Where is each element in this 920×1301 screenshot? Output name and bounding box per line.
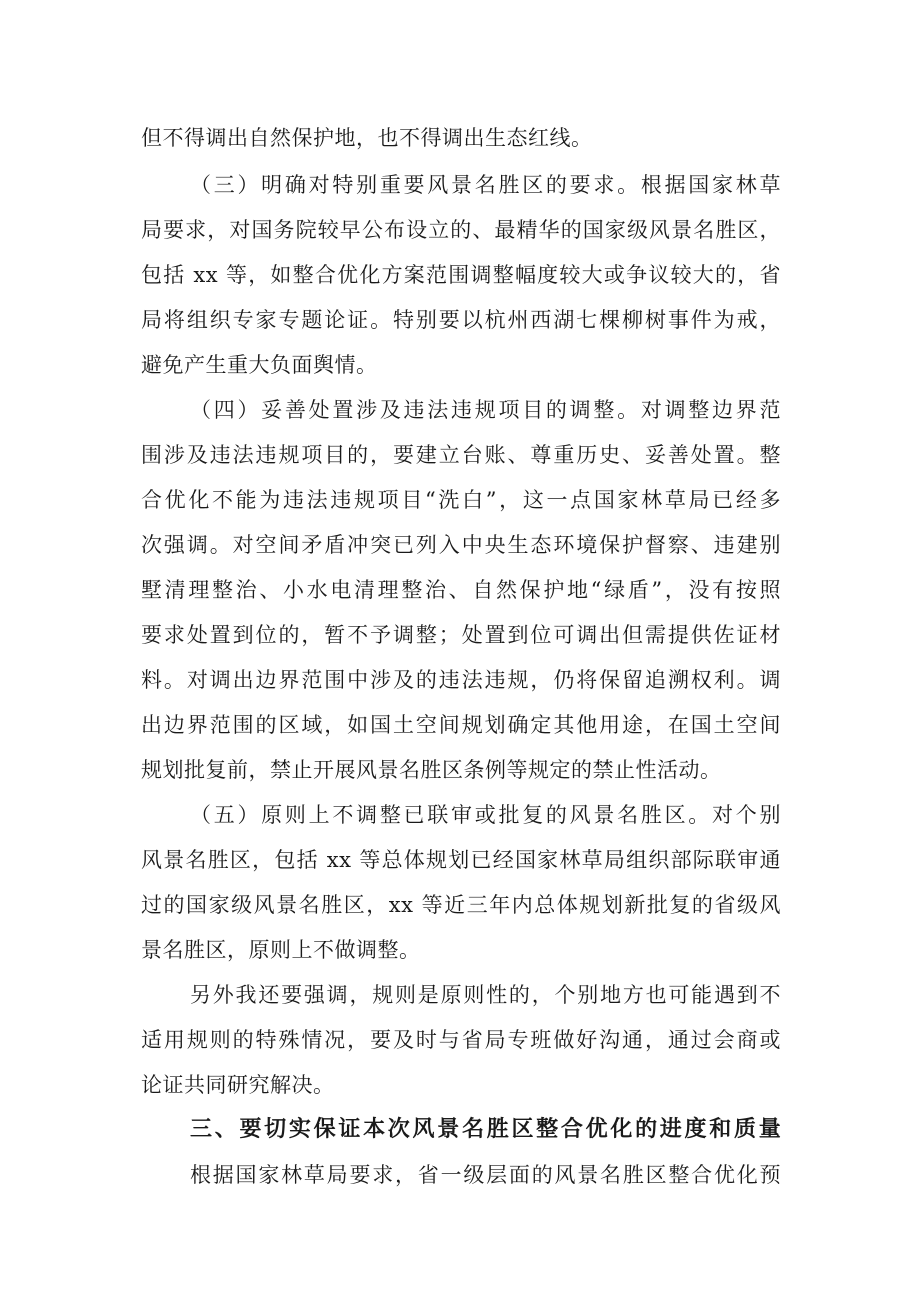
text-line: 另外我还要强调，规则是原则性的，个别地方也可能遇到不 (190, 983, 781, 1007)
text-line: 局要求，对国务院较早公布设立的、最精华的国家级风景名胜区， (141, 218, 781, 242)
text-line: （五）原则上不调整已联审或批复的风景名胜区。对个别 (190, 803, 781, 827)
text-line: （三）明确对特别重要风景名胜区的要求。根据国家林草 (190, 173, 781, 197)
text-line: 景名胜区，原则上不做调整。 (141, 938, 421, 962)
text-line: 规划批复前，禁止开展风景名胜区条例等规定的禁止性活动。 (141, 758, 722, 782)
text-line: 但不得调出自然保护地，也不得调出生态红线。 (141, 126, 593, 150)
text-line: 包括 xx 等，如整合优化方案范围调整幅度较大或争议较大的，省 (141, 263, 781, 287)
text-line: 过的国家级风景名胜区，xx 等近三年内总体规划新批复的省级风 (141, 893, 781, 917)
section-heading: 三、要切实保证本次风景名胜区整合优化的进度和质量 (190, 1117, 781, 1142)
text-line: 合优化不能为违法违规项目“洗白”，这一点国家林草局已经多 (141, 488, 781, 512)
text-line: 避免产生重大负面舆情。 (141, 353, 378, 377)
text-line: （四）妥善处置涉及违法违规项目的调整。对调整边界范 (190, 398, 781, 422)
text-line: 围涉及违法违规项目的，要建立台账、尊重历史、妥善处置。整 (141, 443, 781, 467)
text-line: 论证共同研究解决。 (141, 1073, 335, 1097)
text-line: 墅清理整治、小水电清理整治、自然保护地“绿盾”，没有按照 (141, 578, 781, 602)
text-line: 出边界范围的区域，如国土空间规划确定其他用途，在国土空间 (141, 713, 781, 737)
text-line: 适用规则的特殊情况，要及时与省局专班做好沟通，通过会商或 (141, 1028, 781, 1052)
text-line: 次强调。对空间矛盾冲突已列入中央生态环境保护督察、违建别 (141, 533, 781, 557)
text-line: 局将组织专家专题论证。特别要以杭州西湖七棵柳树事件为戒， (141, 308, 781, 332)
text-line: 根据国家林草局要求，省一级层面的风景名胜区整合优化预 (190, 1163, 781, 1187)
text-line: 风景名胜区，包括 xx 等总体规划已经国家林草局组织部际联审通 (141, 848, 781, 872)
text-line: 料。对调出边界范围中涉及的违法违规，仍将保留追溯权利。调 (141, 668, 781, 692)
text-line: 要求处置到位的，暂不予调整；处置到位可调出但需提供佐证材 (141, 623, 781, 647)
